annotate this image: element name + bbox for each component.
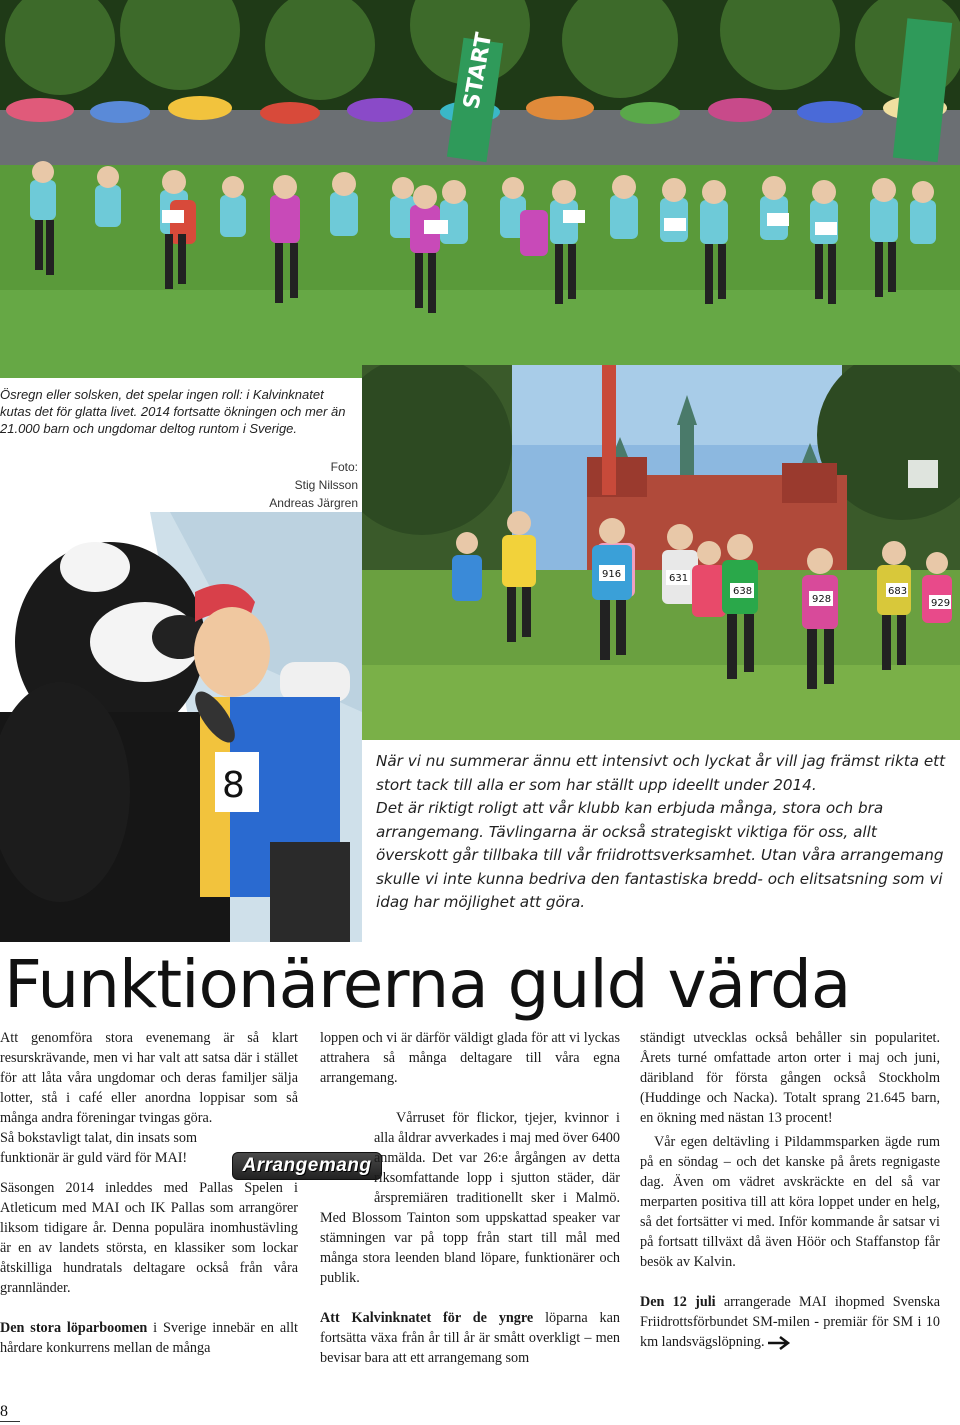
bib-number: 638 [733, 586, 753, 597]
credit-name: Andreas Järgren [269, 496, 358, 510]
lead-in-bold: Den stora löparboomen [0, 1320, 148, 1336]
article-column-1 [0, 1028, 298, 1358]
photo-credit [250, 458, 358, 512]
mascot-bib-number: 8 [222, 765, 245, 806]
bib-number: 631 [669, 573, 689, 584]
intro-paragraph: Det är riktigt roligt att vår klubb kan erbjuda många, stora och bra arrangemang. Tävlingarna är också strategiskt viktiga för oss, allt överskott går tillbaka till vår friidrottsverksamhet. Utan våra arrangemang skulle vi inte kunna bedriva den fantastiska bredd- och elitsatsning som vi idag har möjlighet att göra. [376, 799, 944, 911]
bib-number: 928 [812, 594, 832, 605]
page-number: 8 [0, 1403, 8, 1420]
text-wrap-spacer [298, 1128, 368, 1208]
photo-rain-run [0, 0, 960, 378]
intro-text [376, 750, 948, 915]
credit-name: Stig Nilsson [294, 478, 358, 492]
bib-number: 929 [931, 598, 951, 609]
body-paragraph: Att genomföra stora evenemang är så klart resurskrävande, men vi har valt att satsa där i stället för att låta våra ungdomar och deras familjer sälja lotter, stå i café eller anordna loppisar som så många andra föreningar tvingas göra. [0, 1030, 298, 1126]
body-paragraph: Säsongen 2014 inleddes med Pallas Spelen i Atleticum med MAI och IK Pallas som arrangörer liksom tidigare år. Denna populära inomhustävling är en av landets största, en klassiker som lockar åtskilliga hundratals deltagare också från våra grannländer. [0, 1180, 298, 1296]
photo-mascot-hug [0, 512, 362, 942]
lead-in-bold: Att Kalvinknatet för de yngre [320, 1310, 534, 1326]
article-headline: Funktionärerna guld värda [4, 946, 851, 1023]
body-paragraph [640, 1292, 940, 1352]
article-column-2 [320, 1028, 620, 1368]
section-badge: Arrangemang [232, 1152, 382, 1180]
body-text: Vårruset för flickor, tjejer, kvinnor i alla åldrar avverkades i maj med över 6400 anmälda. Det var 26:e årgången av detta riksomfattande lopp i sjutton städer, där årspremiären traditionellt sker i Malmö. Med Blossom Tainton som uppskattad speaker var stämningen var på topp från start till mål med många stora leenden bland löpare, funktionärer och publik. [320, 1110, 620, 1286]
body-text: arrangerade MAI ihopmed Svenska Friidrottsförbundet SM-milen - premiär för SM i 10 km landsvägslöpning. [640, 1294, 940, 1350]
body-paragraph: ständigt utvecklas också behåller sin popularitet. Årets turné omfattade arton orter i maj och juni, däribland för första gången också Stockholm (Huddinge och Nacka). Totalt sprang 21.645 barn, en ökning med nästan 13 procent! [640, 1030, 940, 1126]
lead-in-bold: Den 12 juli [640, 1294, 716, 1310]
credit-label: Foto: [330, 460, 358, 474]
body-paragraph [320, 1108, 620, 1288]
arrow-right-icon [768, 1336, 794, 1350]
body-paragraph [320, 1308, 620, 1368]
photo-kalmar-run [362, 365, 960, 740]
article-column-3 [640, 1028, 940, 1352]
body-paragraph: Så bokstavligt talat, din insats som funktionär är guld värd för MAI! [0, 1130, 198, 1166]
body-paragraph [0, 1318, 298, 1358]
photo-caption: Ösregn eller solsken, det spelar ingen roll: i Kalvinknatet kutas det för glatta livet. 2014 fortsatte ökningen och mer än 21.000 barn och ungdomar deltog runtom i Sverige. [0, 387, 346, 436]
bib-number: 916 [602, 569, 622, 580]
body-paragraph: Vår egen deltävling i Pildammsparken ägde rum på en söndag – och det kanske på årets regnigaste dag. Även om vädret avskräckte en del så var merparten positiva till att köra loppet under en helg, så det fortsätter vi med. Inför kommande år satsar vi på fortsatt tillväxt då även Höör och Staffanstop får besök av Kalvin. [640, 1134, 940, 1270]
start-banner-text: START [459, 30, 498, 112]
bib-number: 683 [888, 586, 908, 597]
page-rule [0, 1421, 20, 1422]
intro-paragraph: När vi nu summerar ännu ett intensivt och lyckat år vill jag främst rikta ett stort tack till alla er som har ställt upp ideellt under 2014. [376, 752, 946, 794]
body-text: i Sverige innebär en allt hårdare konkurrens mellan de många [0, 1320, 298, 1356]
body-paragraph: loppen och vi är därför väldigt glada för att vi lyckas attrahera så många deltagare till våra egna arrangemang. [320, 1030, 620, 1086]
body-text: löparna kan fortsätta växa från år till år är smått overkligt – men bevisar bara att ett arrangemang som [320, 1310, 620, 1366]
